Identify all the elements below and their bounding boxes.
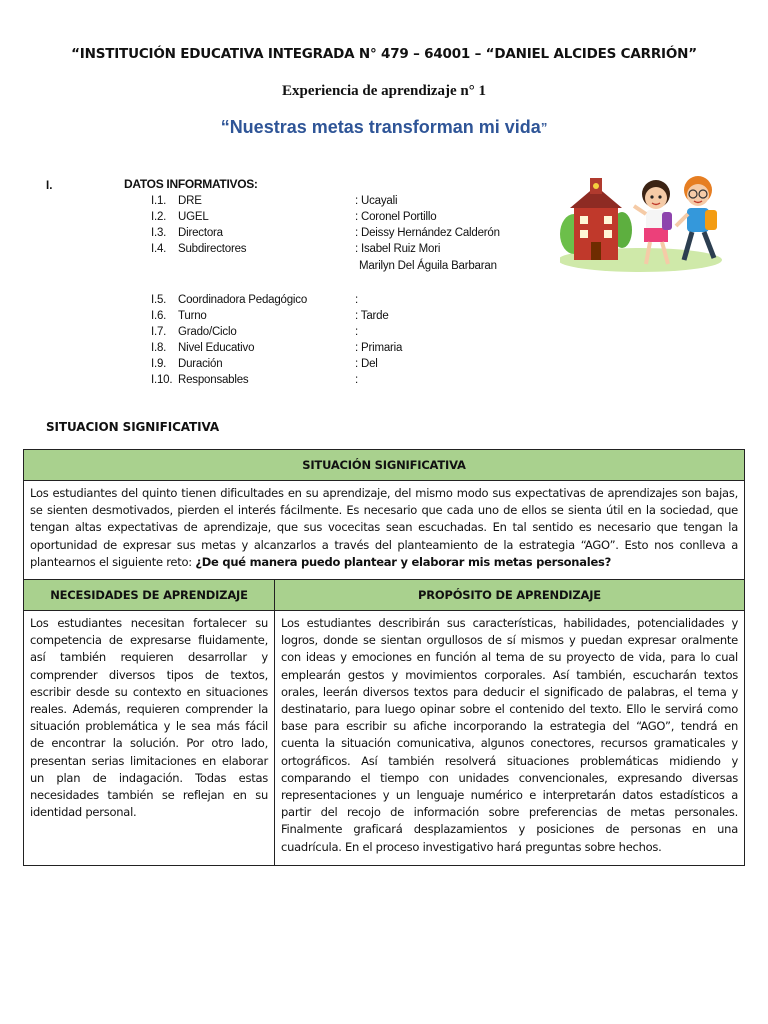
- info-label: Directora: [178, 227, 223, 239]
- school-children-illustration: [560, 168, 730, 274]
- info-value: : Tarde: [355, 310, 389, 322]
- info-label: Nivel Educativo: [178, 342, 255, 354]
- info-number: I.5.: [151, 294, 167, 306]
- proposito-header: PROPÓSITO DE APRENDIZAJE: [275, 580, 745, 611]
- info-label: DRE: [178, 195, 202, 207]
- info-value: : Coronel Portillo: [355, 211, 437, 223]
- info-label: Subdirectores: [178, 243, 247, 255]
- info-value: Marilyn Del Águila Barbaran: [359, 260, 497, 272]
- info-number: I.2.: [151, 211, 167, 223]
- situacion-text: Los estudiantes del quinto tienen dificultades en su aprendizaje, del mismo modo sus expectativas de aprendizajes son bajas, se sienten desmotivados, pierden el interés fácilmente. Es necesario que cada uno de ellos se sienta útil en la sociedad, que tengan altas expectativas de aprendizaje, que sus vocecitas sean escuchadas. En tal sentido es necesario que tengan la oportunidad de expresar sus metas y alcanzarlos a través del planteamiento de la estrategia “AGO”. Esto nos conlleva a plantearnos el siguiente reto:: [30, 486, 738, 569]
- motto-title: [0, 117, 768, 138]
- info-value: : Del: [355, 358, 378, 370]
- info-number: I.7.: [151, 326, 167, 338]
- section-number: I.: [46, 180, 53, 192]
- info-number: I.4.: [151, 243, 167, 255]
- info-label: Turno: [178, 310, 207, 322]
- info-number: I.3.: [151, 227, 167, 239]
- situacion-table-header: SITUACIÓN SIGNIFICATIVA: [24, 450, 745, 481]
- info-label: Coordinadora Pedagógico: [178, 294, 308, 306]
- necesidades-header: NECESIDADES DE APRENDIZAJE: [24, 580, 275, 611]
- info-value: : Ucayali: [355, 195, 398, 207]
- info-value: :: [355, 326, 358, 338]
- info-number: I.10.: [151, 374, 173, 386]
- info-value: : Deissy Hernández Calderón: [355, 227, 500, 239]
- info-label: Duración: [178, 358, 223, 370]
- info-value: :: [355, 374, 358, 386]
- info-label: Responsables: [178, 374, 249, 386]
- motto-main: “Nuestras metas transforman mi vida: [220, 117, 541, 137]
- info-value: : Primaria: [355, 342, 403, 354]
- info-value: :: [355, 294, 358, 306]
- info-label: UGEL: [178, 211, 209, 223]
- info-number: I.6.: [151, 310, 167, 322]
- situacion-table: [23, 449, 745, 866]
- situacion-section-label: SITUACION SIGNIFICATIVA: [46, 420, 220, 434]
- info-number: I.9.: [151, 358, 167, 370]
- experience-title: Experiencia de aprendizaje n° 1: [281, 83, 487, 99]
- situacion-text-cell: [24, 481, 745, 580]
- proposito-text: Los estudiantes describirán sus características, habilidades, potencialidades y logros, donde se sientan orgullosos de sí mismos y puedan expresar oralmente con ideas y emociones en función al tema de su proyecto de vida, para lo cual emplearán gestos y movimientos corporales. Así también, escucharán textos orales, leerán diversos textos para deducir el significado de palabras, el tema y destinatario, para luego opinar sobre el contenido del texto. Ello le servirá como base para escribir su afiche incorporando la estrategia del “AGO”, tendrá en cuenta la situación comunicativa, algunos conectores, recursos gramaticales y ortográficos. Así también resolverá situaciones problemáticas midiendo y comparando el tiempo con unidades convencionales, expresando diversas representaciones y un lenguaje numérico e interpretarán datos estadísticos a partir del recojo de información sobre preferencias de metas personales. Finalmente graficará desplazamientos y posiciones de personas en una cuadrícula. En el proceso investigativo hará preguntas sobre hechos.: [275, 611, 745, 866]
- institution-title: “INSTITUCIÓN EDUCATIVA INTEGRADA N° 479 – 64001 – “DANIEL ALCIDES CARRIÓN”: [71, 46, 697, 62]
- info-label: Grado/Ciclo: [178, 326, 237, 338]
- info-number: I.8.: [151, 342, 167, 354]
- necesidades-text: Los estudiantes necesitan fortalecer su competencia de expresarse fluidamente, así también requieren desarrollar y comprender diversos tipos de textos, escribir desde su contexto en situaciones reales. Además, requieren comprender la situación problemática y le sea más fácil de encontrar la solución. Por otro lado, presentan serias limitaciones en elaborar un plan de indagación. Todas estas necesidades también se reflejan en su identidad personal.: [24, 611, 275, 866]
- info-value: : Isabel Ruiz Mori: [355, 243, 441, 255]
- situacion-challenge: ¿De qué manera puedo plantear y elaborar mis metas personales?: [195, 554, 612, 569]
- motto-close-quote: ”: [540, 120, 548, 135]
- info-number: I.1.: [151, 195, 167, 207]
- section-title: DATOS INFORMATIVOS:: [124, 177, 258, 191]
